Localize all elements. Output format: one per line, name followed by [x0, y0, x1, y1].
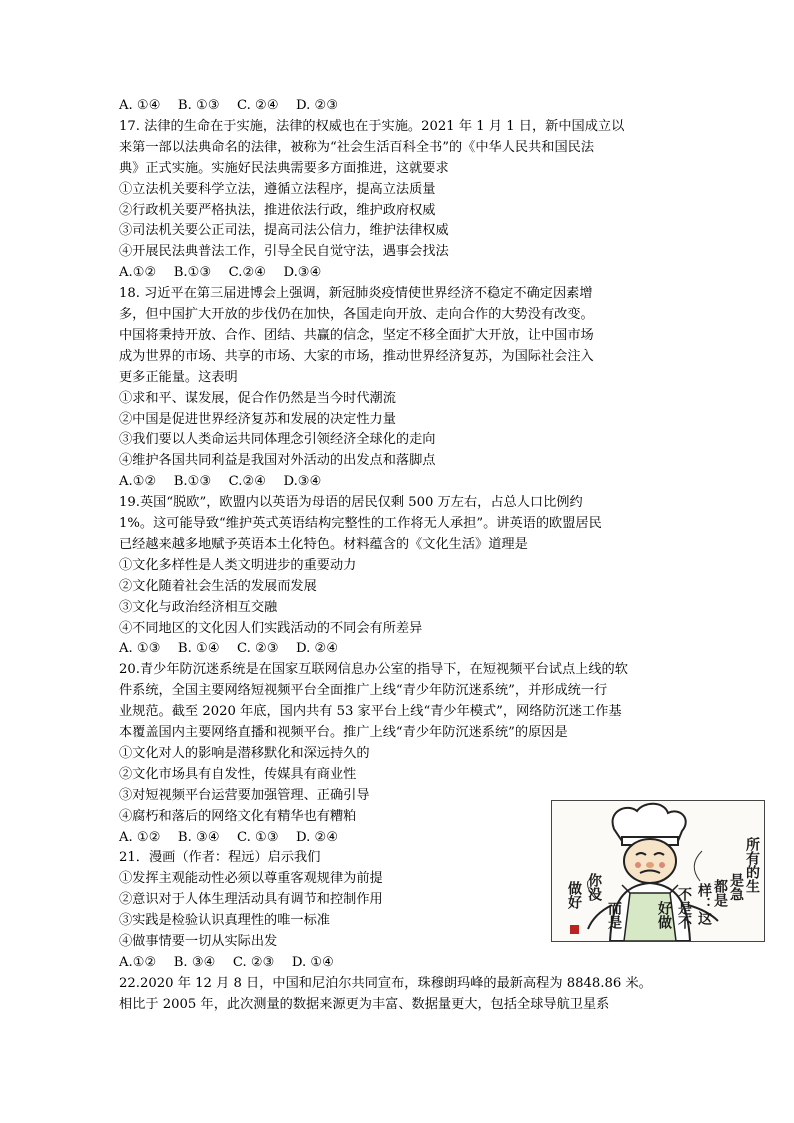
text-line: ②文化市场具有自发性，传媒具有商业性 [119, 766, 357, 782]
text-line: A. ①② B. ③④ C. ①③ D. ②④ [119, 829, 339, 845]
text-line: 21．漫画（作者：程远）启示我们 [119, 850, 321, 866]
text-line: ①文化对人的影响是潜移默化和深远持久的 [119, 745, 370, 761]
text-line: 本覆盖国内主要网络直播和视频平台。推广上线“青少年防沉迷系统”的原因是 [119, 725, 568, 740]
text-line: A.①② B.①③ C.②④ D.③④ [119, 265, 322, 281]
text-line: 件系统，全国主要网络短视频平台全面推广上线“青少年防沉迷系统”，并形成统一行 [119, 683, 608, 699]
text-line: 20.青少年防沉迷系统是在国家互联网信息办公室的指导下，在短视频平台试点上线的软 [119, 662, 628, 678]
speech-col-9: 而是 [606, 901, 622, 929]
text-line: ①发挥主观能动性必须以尊重客观规律为前提 [119, 871, 383, 887]
text-line: ③文化与政治经济相互交融 [119, 599, 278, 615]
text-line: 19.英国“脱欧”，欧盟内以英语为母语的居民仅剩 500 万左右，占总人口比例约 [119, 495, 583, 511]
speech-col-2: 是急 [728, 873, 744, 901]
text-line: 18. 习近平在第三届进博会上强调，新冠肺炎疫情使世界经济不稳定不确定因素增 [119, 286, 593, 302]
speech-col-8: 做好 [566, 881, 582, 909]
text-line: ③实践是检验认识真理性的唯一标准 [119, 913, 330, 929]
text-line: 22.2020 年 12 月 8 日，中国和尼泊尔共同宣布，珠穆朗玛峰的最新高程为 8848.86 米。 [119, 975, 652, 991]
text-line: A.①② B.①③ C.②④ D.③④ [119, 474, 322, 490]
text-line: A. ①④ B. ①③ C. ②④ D. ②③ [119, 98, 339, 113]
text-line: ②文化随着社会生活的发展而发展 [119, 578, 317, 594]
text-line: ④做事情要一切从实际出发 [119, 934, 278, 949]
text-line: 相比于 2005 年，此次测量的数据来源更为丰富、数据量更大，包括全球导航卫星系 [119, 996, 610, 1012]
speech-col-1: 所有的生 [744, 837, 760, 893]
text-line: 中国将秉持开放、合作、团结、共赢的信念，坚定不移全面扩大开放，让中国市场 [119, 327, 594, 343]
text-line: ①文化多样性是人类文明进步的重要动力 [119, 557, 357, 573]
speech-col-6: 好做 [656, 901, 672, 929]
text-line: A. ①③ B. ①④ C. ②③ D. ②④ [119, 641, 339, 657]
text-line: 多，但中国扩大开放的步伐仍在加快，各国走向开放、走向合作的大势没有改变。 [119, 307, 594, 322]
text-line: 业规范。截至 2020 年底，国内共有 53 家平台上线“青少年模式”，网络防沉迷工作基 [119, 704, 622, 720]
text-line: ③我们要以人类命运共同体理念引领经济全球化的走向 [119, 432, 436, 448]
text-line: ②意识对于人体生理活动具有调节和控制作用 [119, 892, 383, 908]
text-line: ③司法机关要公正司法，提高司法公信力，维护法律权威 [119, 223, 449, 239]
text-line: 更多正能量。这表明 [119, 369, 238, 385]
text-line: ①立法机关要科学立法，遵循立法程序，提高立法质量 [119, 181, 436, 197]
text-line: ③对短视频平台运营要加强管理、正确引导 [119, 787, 370, 803]
speech-col-4: 样：这 [696, 883, 712, 925]
text-line: ②中国是促进世界经济复苏和发展的决定性力量 [119, 411, 396, 427]
text-line: 成为世界的市场、共享的市场、大家的市场，推动世界经济复苏，为国际社会注入 [119, 348, 594, 364]
text-line: ④维护各国共同利益是我国对外活动的出发点和落脚点 [119, 453, 436, 469]
text-line: 已经越来越多地赋予英语本土化特色。材料蕴含的《文化生活》道理是 [119, 536, 528, 552]
text-line: A.①② B. ③④ C. ②③ D. ①④ [119, 954, 334, 970]
text-line: 17. 法律的生命在于实施，法律的权威也在于实施。2021 年 1 月 1 日，新中国成立以 [119, 118, 625, 134]
text-line: ②行政机关要严格执法，推进依法行政，维护政府权威 [119, 202, 436, 218]
text-line: 典》正式实施。实施好民法典需要多方面推进，这就要求 [119, 160, 449, 176]
text-line: 来第一部以法典命名的法律，被称为“社会生活百科全书”的《中华人民共和国民法 [119, 139, 595, 155]
speech-col-3: 都是 [712, 879, 728, 907]
speech-col-5: 不是不 [676, 887, 692, 929]
text-line: 1%。这可能导致“维护英式英语结构完整性的工作将无人承担”。讲英语的欧盟居民 [119, 516, 602, 531]
text-line: ④开展民法典普法工作，引导全民自觉守法，遇事会找法 [119, 244, 449, 260]
text-line: ①求和平、谋发展，促合作仍然是当今时代潮流 [119, 390, 396, 406]
cartoon-image [551, 800, 765, 942]
text-line: ④腐朽和落后的网络文化有精华也有糟粕 [119, 808, 357, 824]
text-line: ④不同地区的文化因人们实践活动的不同会有所差异 [119, 620, 423, 636]
speech-col-7: 你没 [586, 873, 602, 901]
